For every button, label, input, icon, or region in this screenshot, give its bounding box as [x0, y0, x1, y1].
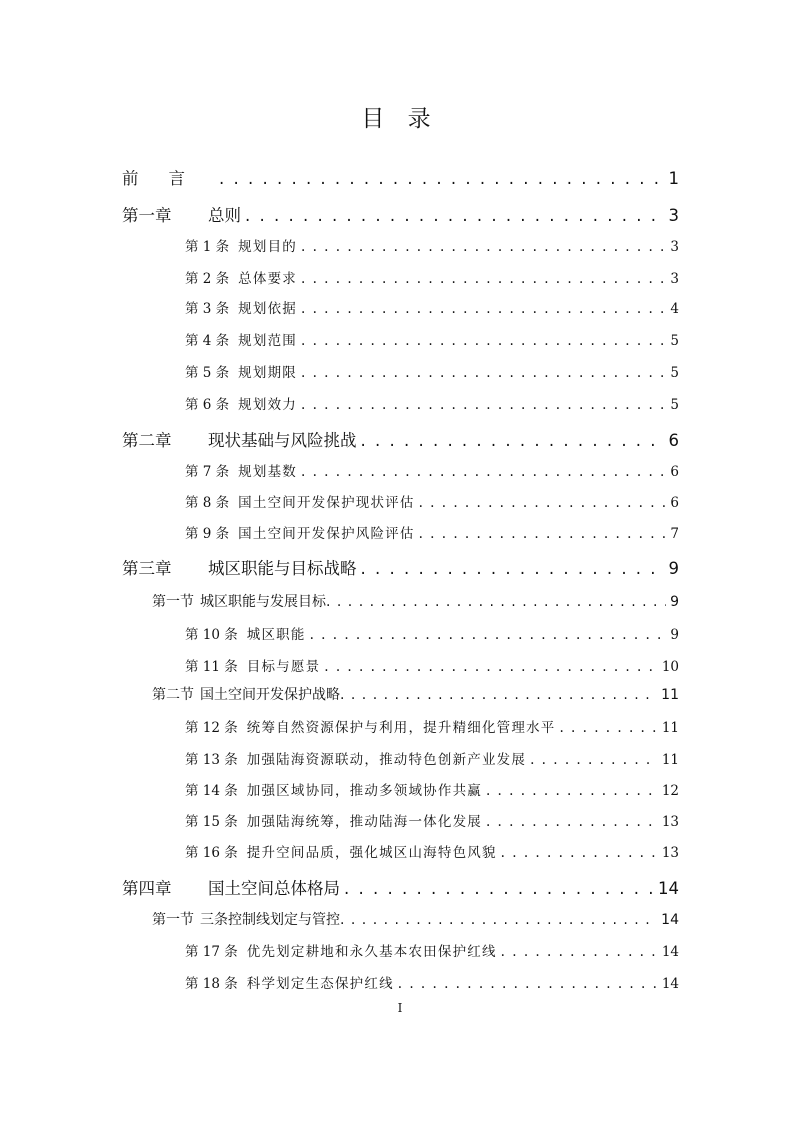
toc-entry-title: 三条控制线划定与管控 [200, 912, 340, 928]
dot-leader [310, 627, 667, 643]
toc-entry-page: 4 [670, 301, 679, 317]
toc-entry[interactable] [152, 909, 679, 929]
dot-leader [501, 845, 658, 861]
toc-entry-page: 11 [661, 720, 679, 736]
dot-leader [419, 526, 667, 542]
dot-leader [398, 976, 658, 992]
toc-entry[interactable] [185, 623, 679, 643]
toc-entry-label [185, 655, 320, 675]
toc-entry-number: 第 3 条 [185, 301, 230, 317]
toc-entry[interactable] [185, 491, 679, 511]
toc-entry-page: 14 [661, 976, 679, 992]
toc-entry-page: 13 [661, 814, 679, 830]
toc-entry-page: 12 [661, 783, 679, 799]
page-number: I [397, 1001, 403, 1015]
toc-entry-label [185, 716, 555, 736]
dot-leader [301, 239, 666, 255]
toc-entry-label [185, 329, 297, 349]
dot-leader [486, 783, 658, 799]
toc-entry[interactable] [185, 779, 679, 799]
dot-leader [301, 397, 666, 413]
toc-entry-title: 加强区域协同，推动多领域协作共赢 [246, 783, 482, 799]
toc-entry-title: 总则 [208, 206, 241, 225]
dot-leader [301, 365, 666, 381]
toc-entry-number: 第一节 [152, 594, 194, 610]
toc-entry-label [185, 491, 415, 511]
dot-leader [530, 752, 658, 768]
toc-entry-page: 5 [670, 397, 679, 413]
toc-entry-page: 13 [661, 845, 679, 861]
toc-entry[interactable] [185, 748, 679, 768]
toc-entry[interactable] [185, 655, 679, 675]
toc-entry-page: 6 [670, 464, 679, 480]
toc-entry-title: 国土空间开发保护战略 [200, 687, 340, 703]
toc-entry-label [185, 267, 297, 287]
toc-entry-page: 14 [658, 879, 679, 898]
toc-entry-title: 总体要求 [238, 271, 297, 287]
toc-entry-title: 规划目的 [238, 239, 297, 255]
toc-entry-label [185, 940, 497, 960]
dot-leader [559, 720, 657, 736]
toc-entry-page: 14 [661, 912, 679, 928]
toc-entry-label [185, 779, 482, 799]
toc-entry-label [185, 460, 297, 480]
toc-entry[interactable] [152, 684, 679, 704]
toc-entry-label [185, 235, 297, 255]
toc-entry[interactable] [185, 841, 679, 861]
toc-entry-number: 第 14 条 [185, 783, 238, 799]
toc-entry-label [122, 555, 357, 579]
toc-entry-label [152, 684, 340, 704]
dot-leader [419, 495, 667, 511]
toc-entry-number: 第 5 条 [185, 365, 230, 381]
toc-entry-label [152, 909, 340, 929]
toc-entry-label [185, 297, 297, 317]
dot-leader [245, 206, 665, 225]
toc-entry-label [185, 810, 482, 830]
toc-entry-label [185, 841, 497, 861]
dot-leader [301, 464, 666, 480]
dot-leader [340, 912, 657, 928]
toc-entry-label [152, 591, 326, 611]
dot-leader [301, 271, 666, 287]
toc-entry-number: 第 12 条 [185, 720, 238, 736]
toc-entry[interactable] [185, 460, 679, 480]
toc-entry-label [185, 623, 306, 643]
toc-entry-title: 优先划定耕地和永久基本农田保护红线 [246, 944, 497, 960]
toc-entry[interactable] [185, 393, 679, 413]
dot-leader [486, 814, 658, 830]
toc-entry-page: 3 [668, 206, 679, 225]
toc-entry-title: 加强陆海资源联动，推动特色创新产业发展 [246, 752, 527, 768]
toc-entry-number: 第 13 条 [185, 752, 238, 768]
toc-entry-page: 9 [668, 559, 679, 578]
toc-entry-number: 第 8 条 [185, 495, 230, 511]
toc-entry-number: 第 1 条 [185, 239, 230, 255]
toc-entry[interactable] [122, 875, 679, 899]
toc-entry[interactable] [185, 522, 679, 542]
toc-entry-label [122, 165, 215, 189]
toc-entry-label [122, 875, 340, 899]
toc-entry-label [185, 748, 526, 768]
toc-entry-number: 第 17 条 [185, 944, 238, 960]
toc-entry-page: 11 [661, 752, 679, 768]
dot-leader [301, 333, 666, 349]
toc-entry-label [185, 361, 297, 381]
toc-entry-number: 第 9 条 [185, 526, 230, 542]
toc-entry-label [122, 427, 357, 451]
toc-entry-number: 第 6 条 [185, 397, 230, 413]
dot-leader [301, 301, 666, 317]
toc-entry-number: 第二章 [122, 431, 172, 450]
toc-entry-label [185, 522, 415, 542]
toc-entry-title: 现状基础与风险挑战 [208, 431, 357, 450]
toc-entry[interactable] [185, 361, 679, 381]
toc-entry-number: 第一章 [122, 206, 172, 225]
toc-entry[interactable] [185, 940, 679, 960]
toc-entry-title: 规划范围 [238, 333, 297, 349]
dot-leader [361, 431, 665, 450]
toc-entry-title: 目标与愿景 [246, 659, 321, 675]
toc-entry[interactable] [185, 235, 679, 255]
toc-entry-number: 第 2 条 [185, 271, 230, 287]
toc-entry-number: 第 11 条 [185, 659, 238, 675]
toc-entry-page: 1 [668, 169, 679, 188]
dot-leader [501, 944, 658, 960]
toc-entry-title: 提升空间品质，强化城区山海特色风貌 [246, 845, 497, 861]
toc-entry-title: 规划依据 [238, 301, 297, 317]
toc-entry-title: 前言 [122, 169, 215, 188]
toc-entry-title: 国土空间总体格局 [208, 879, 340, 898]
toc-entry[interactable] [185, 810, 679, 830]
toc-entry-page: 6 [670, 495, 679, 511]
dot-leader [344, 879, 654, 898]
toc-entry[interactable] [185, 972, 679, 992]
dot-leader [219, 169, 665, 188]
toc-entry-title: 规划期限 [238, 365, 297, 381]
toc-entry-number: 第 18 条 [185, 976, 238, 992]
toc-entry-title: 国土空间开发保护风险评估 [238, 526, 415, 542]
toc-entry-label [185, 972, 394, 992]
dot-leader [324, 659, 658, 675]
toc-entry-page: 9 [670, 594, 679, 610]
toc-entry-page: 6 [668, 431, 679, 450]
toc-entry-title: 规划效力 [238, 397, 297, 413]
toc-entry[interactable] [122, 165, 679, 189]
toc-entry[interactable] [185, 297, 679, 317]
dot-leader [361, 559, 665, 578]
toc-entry[interactable] [122, 427, 679, 451]
toc-entry-page: 9 [670, 627, 679, 643]
toc-entry-number: 第 15 条 [185, 814, 238, 830]
toc-entry-page: 3 [670, 271, 679, 287]
toc-entry-title: 加强陆海统筹，推动陆海一体化发展 [246, 814, 482, 830]
toc-entry-title: 科学划定生态保护红线 [246, 976, 394, 992]
toc-entry-title: 规划基数 [238, 464, 297, 480]
toc-entry-page: 3 [670, 239, 679, 255]
toc-entry-label [122, 202, 241, 226]
toc-entry-page: 5 [670, 365, 679, 381]
toc-entry[interactable] [122, 202, 679, 226]
toc-title: 目 录 [361, 106, 439, 132]
toc-entry-title: 统筹自然资源保护与利用，提升精细化管理水平 [246, 720, 556, 736]
toc-entry[interactable] [185, 329, 679, 349]
toc-entry-page: 10 [661, 659, 679, 675]
toc-entry-page: 11 [661, 687, 679, 703]
toc-entry-page: 14 [661, 944, 679, 960]
toc-entry-number: 第 7 条 [185, 464, 230, 480]
toc-entry-title: 城区职能 [246, 627, 306, 643]
toc-entry-label [185, 393, 297, 413]
toc-entry-number: 第三章 [122, 559, 172, 578]
toc-entry[interactable] [122, 555, 679, 579]
toc-entry[interactable] [185, 716, 679, 736]
toc-entry-number: 第四章 [122, 879, 172, 898]
toc-entry-page: 7 [670, 526, 679, 542]
dot-leader [326, 594, 666, 610]
toc-entry-number: 第二节 [152, 687, 194, 703]
toc-entry-title: 城区职能与发展目标 [200, 594, 326, 610]
dot-leader [340, 687, 657, 703]
toc-entry-number: 第 4 条 [185, 333, 230, 349]
toc-entry-number: 第 10 条 [185, 627, 238, 643]
toc-entry-number: 第一节 [152, 912, 194, 928]
toc-entry-number: 第 16 条 [185, 845, 238, 861]
toc-entry[interactable] [152, 591, 679, 611]
toc-entry-title: 城区职能与目标战略 [208, 559, 357, 578]
toc-entry-page: 5 [670, 333, 679, 349]
toc-entry-title: 国土空间开发保护现状评估 [238, 495, 415, 511]
toc-entry[interactable] [185, 267, 679, 287]
